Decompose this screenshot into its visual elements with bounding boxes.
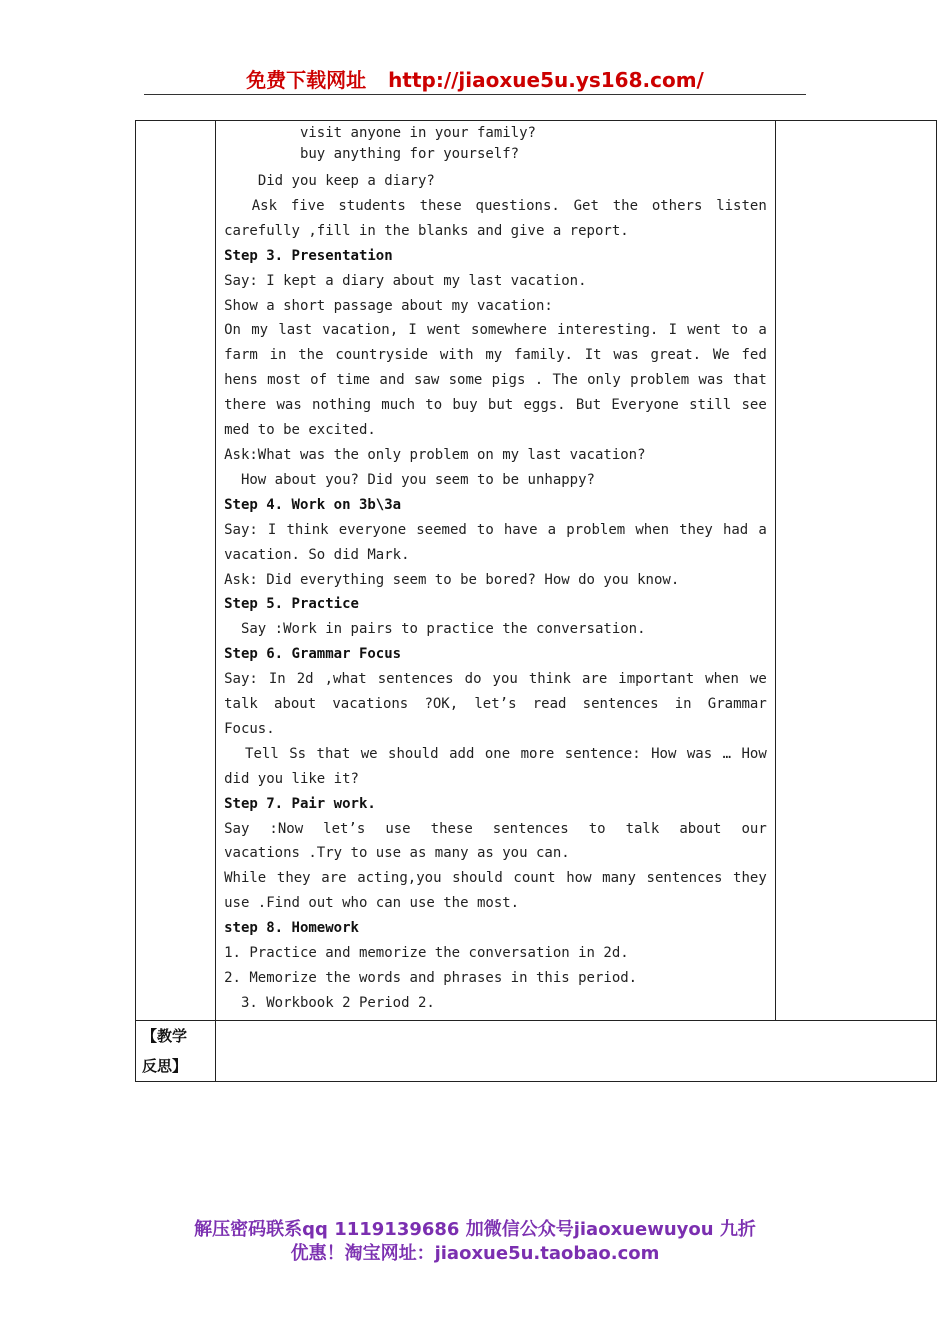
text-line: carefully ,fill in the blanks and give a report. [224, 222, 629, 239]
reflection-label: 反思】 [142, 1056, 188, 1075]
text-line: vacations .Try to use as many as you can. [224, 845, 570, 862]
text-line: While they are acting,you should count how many sentences they [224, 870, 767, 887]
text-line: How about you? Did you seem to be unhappy? [224, 471, 595, 488]
step-heading: Step 7. Pair work. [224, 795, 376, 812]
text-line: hens most of time and saw some pigs . The only problem was that [224, 372, 767, 389]
text-line: Say :Work in pairs to practice the conversation. [224, 621, 646, 638]
reflection-label: 【教学 [142, 1026, 188, 1045]
text-line: buy anything for yourself? [224, 146, 520, 162]
procedure-row [136, 121, 937, 1021]
reflection-label-cell [136, 1020, 216, 1081]
text-line: 2. Memorize the words and phrases in this period. [224, 970, 638, 986]
procedure-cell [216, 121, 776, 1021]
reflection-content-cell [216, 1020, 937, 1081]
step-heading: Step 3. Presentation [224, 247, 393, 264]
footer-line: 优惠！淘宝网址：jiaoxue5u.taobao.com [290, 1243, 660, 1264]
text-line: On my last vacation, I went somewhere interesting. I went to a [224, 322, 767, 339]
step-heading: step 8. Homework [224, 920, 359, 937]
contact-footer [140, 1218, 810, 1266]
step-heading: Step 6. Grammar Focus [224, 646, 402, 663]
text-line: Say: I think everyone seemed to have a problem when they had a [224, 521, 767, 538]
text-line: farm in the countryside with my family. It was great. We fed [224, 347, 767, 364]
text-line: Say: In 2d ,what sentences do you think are important when we [224, 671, 767, 688]
text-line: use .Find out who can use the most. [224, 895, 520, 912]
header-url-link[interactable]: http://jiaoxue5u.ys168.com/ [388, 68, 704, 92]
text-line: med to be excited. [224, 422, 376, 439]
text-line: there was nothing much to buy but eggs. But Everyone still see [224, 397, 767, 414]
text-line: Did you keep a diary? [224, 173, 435, 189]
text-line: Tell Ss that we should add one more sentence: How was … How [224, 745, 767, 762]
text-line: Say :Now let’s use these sentences to talk about our [224, 820, 767, 837]
text-line: visit anyone in your family? [224, 125, 536, 141]
text-line: did you like it? [224, 770, 359, 787]
text-line: Show a short passage about my vacation: [224, 297, 553, 314]
right-cell [775, 121, 936, 1021]
text-line: Ask five students these questions. Get the others listen [224, 197, 767, 214]
lesson-plan-table [135, 120, 937, 1082]
text-line: Say: I kept a diary about my last vacation. [224, 272, 587, 289]
text-line: Ask: Did everything seem to be bored? How do you know. [224, 571, 680, 588]
footer-line: 解压密码联系qq 1119139686 加微信公众号jiaoxuewuyou 九折 [194, 1219, 756, 1240]
text-line: talk about vacations ?OK, let’s read sentences in Grammar [224, 696, 767, 713]
text-line: Ask:What was the only problem on my last vacation? [224, 446, 646, 463]
step-heading: Step 4. Work on 3b\3a [224, 496, 402, 513]
header-divider [144, 94, 806, 95]
download-header [144, 66, 806, 94]
step-heading: Step 5. Practice [224, 596, 359, 613]
text-line: 3. Workbook 2 Period 2. [224, 994, 435, 1011]
text-line: Focus. [224, 720, 275, 737]
left-cell [136, 121, 216, 1021]
header-label: 免费下载网址 [246, 68, 367, 92]
text-line: 1. Practice and memorize the conversation in 2d. [224, 945, 629, 962]
text-line: vacation. So did Mark. [224, 546, 410, 563]
reflection-row [136, 1020, 937, 1081]
